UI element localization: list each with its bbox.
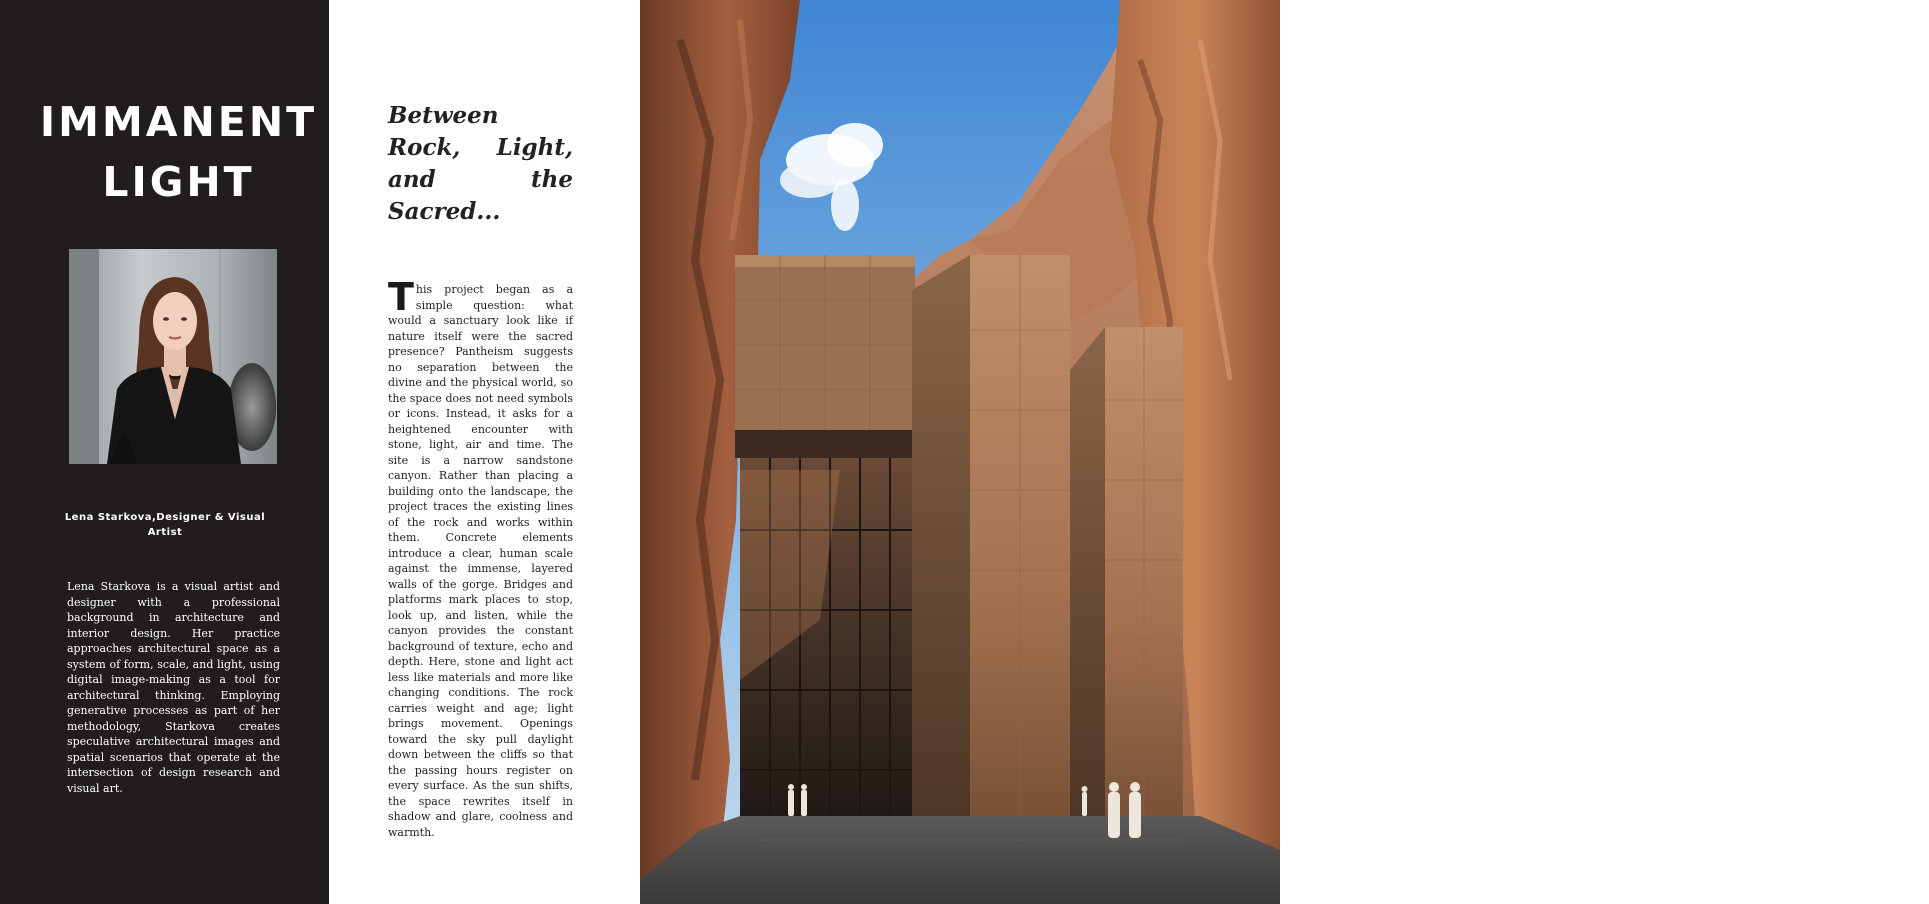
main-title-line-2: LIGHT [102, 158, 255, 206]
article-column [329, 0, 640, 904]
main-title [0, 92, 357, 212]
vertical-title: IMMANENT LIGHT [1850, 156, 1929, 884]
designer-caption: Lena Starkova,Designer & Visual Artist [64, 512, 266, 538]
main-title-line-1: IMMANENT [39, 98, 318, 146]
article-subtitle: Between Rock, Light, and the Sacred... [388, 102, 573, 225]
designer-panel [0, 0, 329, 904]
article-body [388, 275, 573, 840]
designer-bio: Lena Starkova is a visual artist and designer with a professional background in architecture and interior design. Her practice approaches architectural space as a system of form, scale, and light, using digital image-making as a tool for architectural thinking. Employing generative processes as part of her methodology, Starkova creates speculative architectural images and spatial scenarios that operate at the intersection of design research and visual art. [67, 580, 280, 795]
drop-cap: T [388, 275, 414, 319]
designer-portrait [69, 249, 277, 464]
article-body-text: his project began as a simple question: what would a sanctuary look like if nature itself were the sacred presence? Pantheism suggests no separation between the divine and the physical world, so the space does not need symbols or icons. Instead, it asks for a heightened encounter with stone, light, air and time. The site is a narrow sandstone canyon. Rather than placing a building onto the landscape, the project traces the existing lines of the rock and works within them. Concrete elements introduce a clear, human scale against the immense, layered walls of the gorge. Bridges and platforms mark places to stop, look up, and listen, while the canyon provides the constant background of texture, echo and depth. Here, stone and light act less like materials and more like changing conditions. The rock carries weight and age; light brings movement. Openings toward the sky pull daylight down between the cliffs so that the passing hours register on every surface. As the sun shifts, the space rewrites itself in shadow and glare, coolness and warmth. [388, 283, 573, 839]
canyon-scene-illustration [640, 0, 1280, 904]
canyon-sanctuary-photo [640, 0, 1929, 904]
